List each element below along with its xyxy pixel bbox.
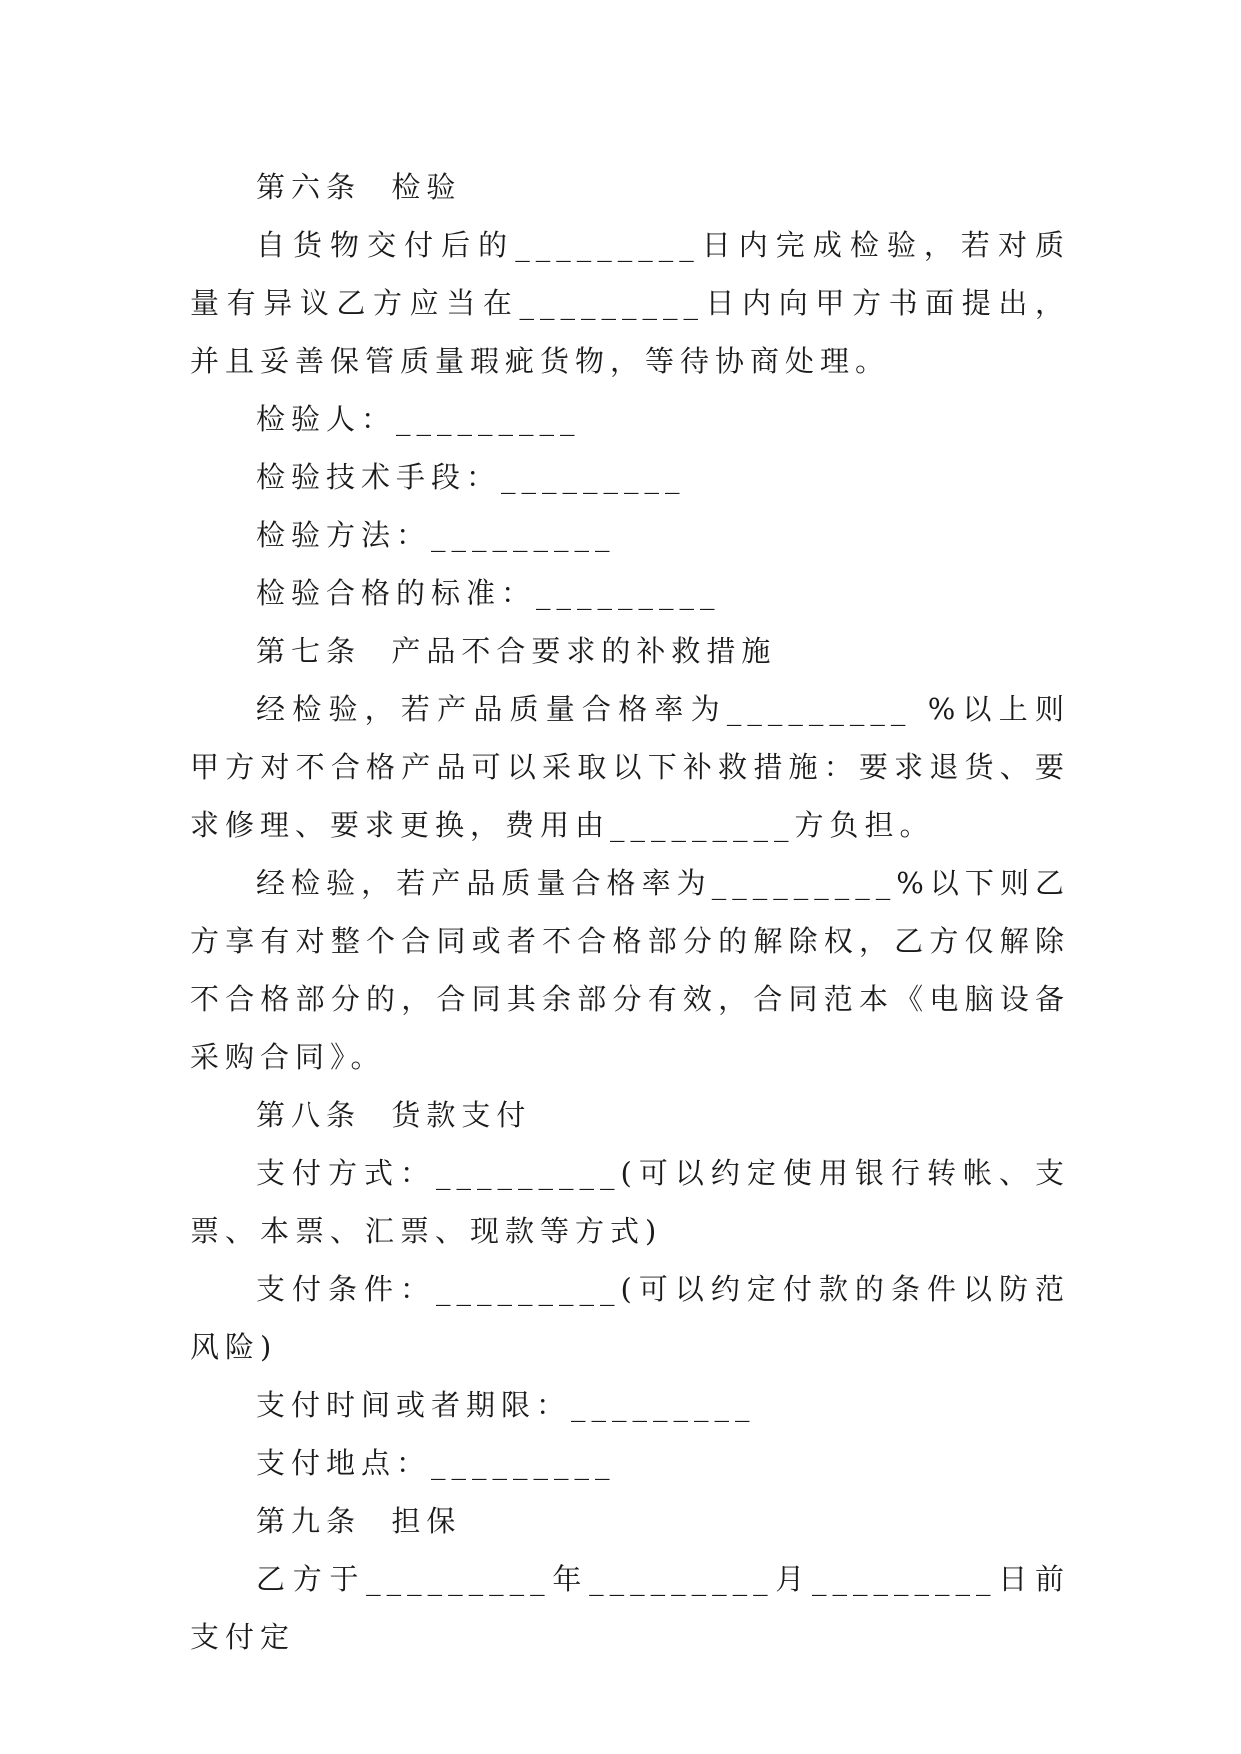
remedy-above-rate-clause: 经检验，若产品质量合格率为_________ %以上则甲方对不合格产品可以采取以下补救措施：要求退货、要求修理、要求更换，费用由_________方负担。 [190,692,1070,842]
inspection-standard-field: 检验合格的标准：_________ [256,576,721,610]
payment-location-field: 支付地点：_________ [256,1446,616,1480]
article-8-heading: 第八条 货款支付 [256,1098,532,1132]
payment-condition-field: 支付条件：_________(可以约定付款的条件以防范风险) [190,1272,1070,1364]
payment-deadline-field: 支付时间或者期限：_________ [256,1388,756,1422]
inspection-method-field: 检验方法：_________ [256,518,616,552]
guarantee-clause: 乙方于_________年_________月_________日前支付定 [190,1562,1070,1654]
document-body [190,158,1070,1666]
remedy-below-rate-clause: 经检验，若产品质量合格率为_________%以下则乙方享有对整个合同或者不合格部分的解除权，乙方仅解除不合格部分的，合同其余部分有效，合同范本《电脑设备采购合同》。 [190,866,1070,1074]
inspection-technique-field: 检验技术手段：_________ [256,460,686,494]
inspection-period-clause: 自货物交付后的_________日内完成检验，若对质量有异议乙方应当在_________日内向甲方书面提出，并且妥善保管质量瑕疵货物，等待协商处理。 [190,228,1070,378]
payment-method-field: 支付方式：_________(可以约定使用银行转帐、支票、本票、汇票、现款等方式) [190,1156,1070,1248]
article-6-heading: 第六条 检验 [256,170,462,204]
inspector-field: 检验人：_________ [256,402,581,436]
article-7-heading: 第七条 产品不合要求的补救措施 [256,634,777,668]
article-9-heading: 第九条 担保 [256,1504,462,1538]
